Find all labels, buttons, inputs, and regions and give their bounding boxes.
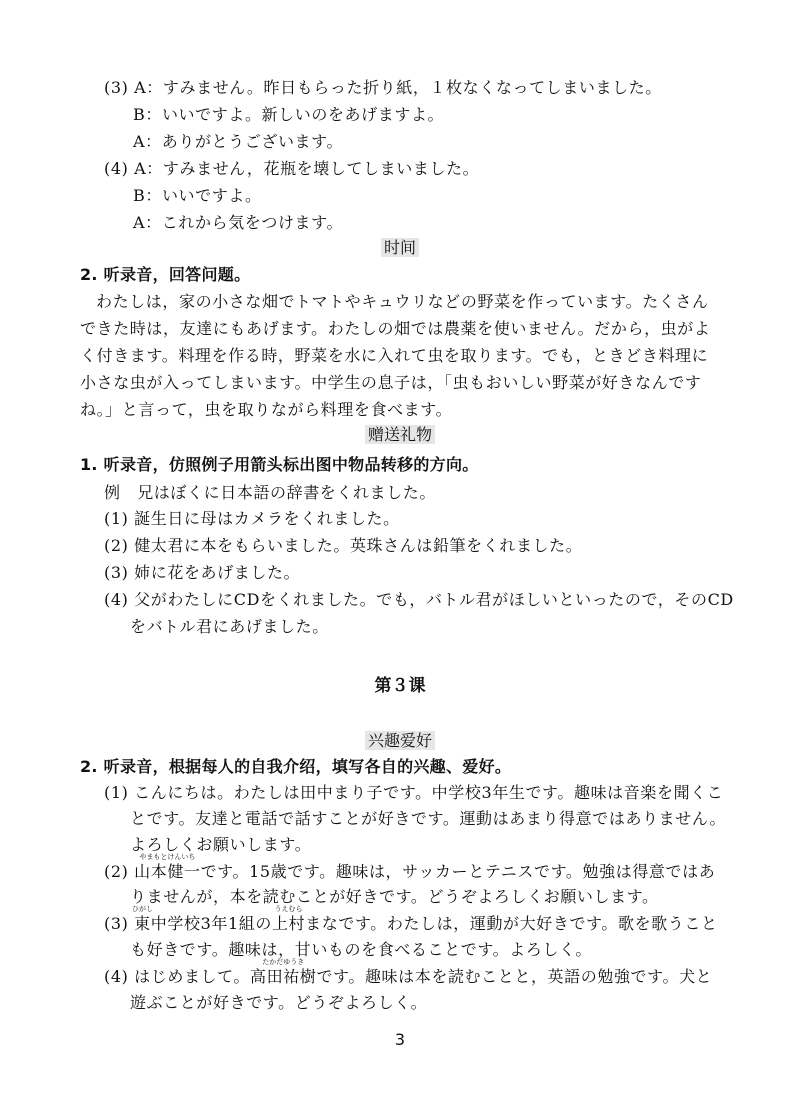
example-line: 例 兄はぼくに日本語の辞書をくれました。 bbox=[104, 483, 437, 502]
question-heading-time: 2. 听录音，回答问题。 bbox=[80, 265, 251, 284]
lesson-title: 第３课 bbox=[374, 676, 426, 696]
intro-2-line: (2) やまもとけんいち 山本健一です。15歳です。趣味は，サッカーとテニスです。勉強は得意ではあ bbox=[104, 853, 716, 881]
section-heading-gift: 赠送礼物 bbox=[0, 424, 800, 446]
dialog-4-b-line: B：いいですよ。 bbox=[133, 186, 262, 205]
list-item: (1) 誕生日に母はカメラをくれました。 bbox=[104, 509, 400, 528]
intro-3-line: も好きです。趣味は，甘いものを食べることです。よろしく。 bbox=[130, 940, 592, 959]
question-heading-hobby: 2. 听录音，根据每人的自我介绍，填写各自的兴趣、爱好。 bbox=[80, 757, 512, 776]
list-item: (3) 姉に花をあげました。 bbox=[104, 563, 301, 582]
intro-1-line: よろしくお願いします。 bbox=[130, 835, 312, 854]
paragraph-line: ね。」と言って，虫を取りながら料理を食べます。 bbox=[80, 400, 453, 419]
page-number: 3 bbox=[394, 1030, 406, 1049]
name-with-ruby: やまもとけんいち 山本健一 bbox=[134, 853, 201, 881]
dialog-3-b-line: B：いいですよ。新しいのをあげますよ。 bbox=[133, 105, 445, 124]
intro-1-line: (1) こんにちは。わたしは田中まり子です。中学校3年生です。趣味は音楽を聞くこ bbox=[104, 783, 724, 802]
paragraph-line: 小さな虫が入ってしまいます。中学生の息子は，「虫もおいしい野菜が好きなんです bbox=[80, 373, 702, 392]
name-with-ruby: ひがし 東 bbox=[131, 905, 153, 933]
section-heading-hobby: 兴趣爱好 bbox=[0, 730, 800, 752]
intro-2-line: りませんが，本を読むことが好きです。どうぞよろしくお願いします。 bbox=[130, 887, 659, 906]
list-item: (2) 健太君に本をもらいました。英珠さんは鉛筆をくれました。 bbox=[104, 536, 583, 555]
intro-4-line: 遊ぶことが好きです。どうぞよろしく。 bbox=[130, 993, 428, 1012]
dialog-4-a-line: (4) A：すみません，花瓶を壊してしまいました。 bbox=[104, 159, 480, 178]
section-heading-time: 时间 bbox=[0, 237, 800, 259]
intro-4-line: (4) はじめまして。 たかだゆうき 高田祐樹です。趣味は本を読むことと，英語の勉強です。犬と bbox=[104, 958, 713, 986]
list-item-continuation: をバトル君にあげました。 bbox=[130, 617, 329, 636]
paragraph-line: わたしは，家の小さな畑でトマトやキュウリなどの野菜を作っています。たくさん bbox=[96, 292, 709, 311]
list-item: (4) 父がわたしにCDをくれました。でも，バトル君がほしいといったので，そのCD bbox=[104, 590, 734, 609]
paragraph-line: く付きます。料理を作る時，野菜を水に入れて虫を取ります。でも，ときどき料理に bbox=[80, 346, 709, 365]
name-with-ruby: うえむら 上村 bbox=[271, 905, 306, 933]
dialog-3-a2-line: A：ありがとうございます。 bbox=[133, 132, 344, 151]
intro-1-line: とです。友達と電話で話すことが好きです。運動はあまり得意ではありません。 bbox=[130, 809, 727, 828]
intro-3-line: (3) ひがし 東中学校3年1組の うえむら 上村まなです。わたしは，運動が大好きです。歌を歌うこと bbox=[104, 905, 718, 933]
dialog-4-a2-line: A：これから気をつけます。 bbox=[133, 213, 344, 232]
paragraph-line: できた時は，友達にもあげます。わたしの畑では農薬を使いません。だから，虫がよ bbox=[80, 319, 711, 338]
question-heading-gift: 1. 听录音，仿照例子用箭头标出图中物品转移的方向。 bbox=[80, 455, 479, 474]
name-with-ruby: たかだゆうき 高田祐樹 bbox=[250, 958, 317, 986]
dialog-3-a-line: (3) A：すみません。昨日もらった折り紙，１枚なくなってしまいました。 bbox=[104, 78, 662, 97]
